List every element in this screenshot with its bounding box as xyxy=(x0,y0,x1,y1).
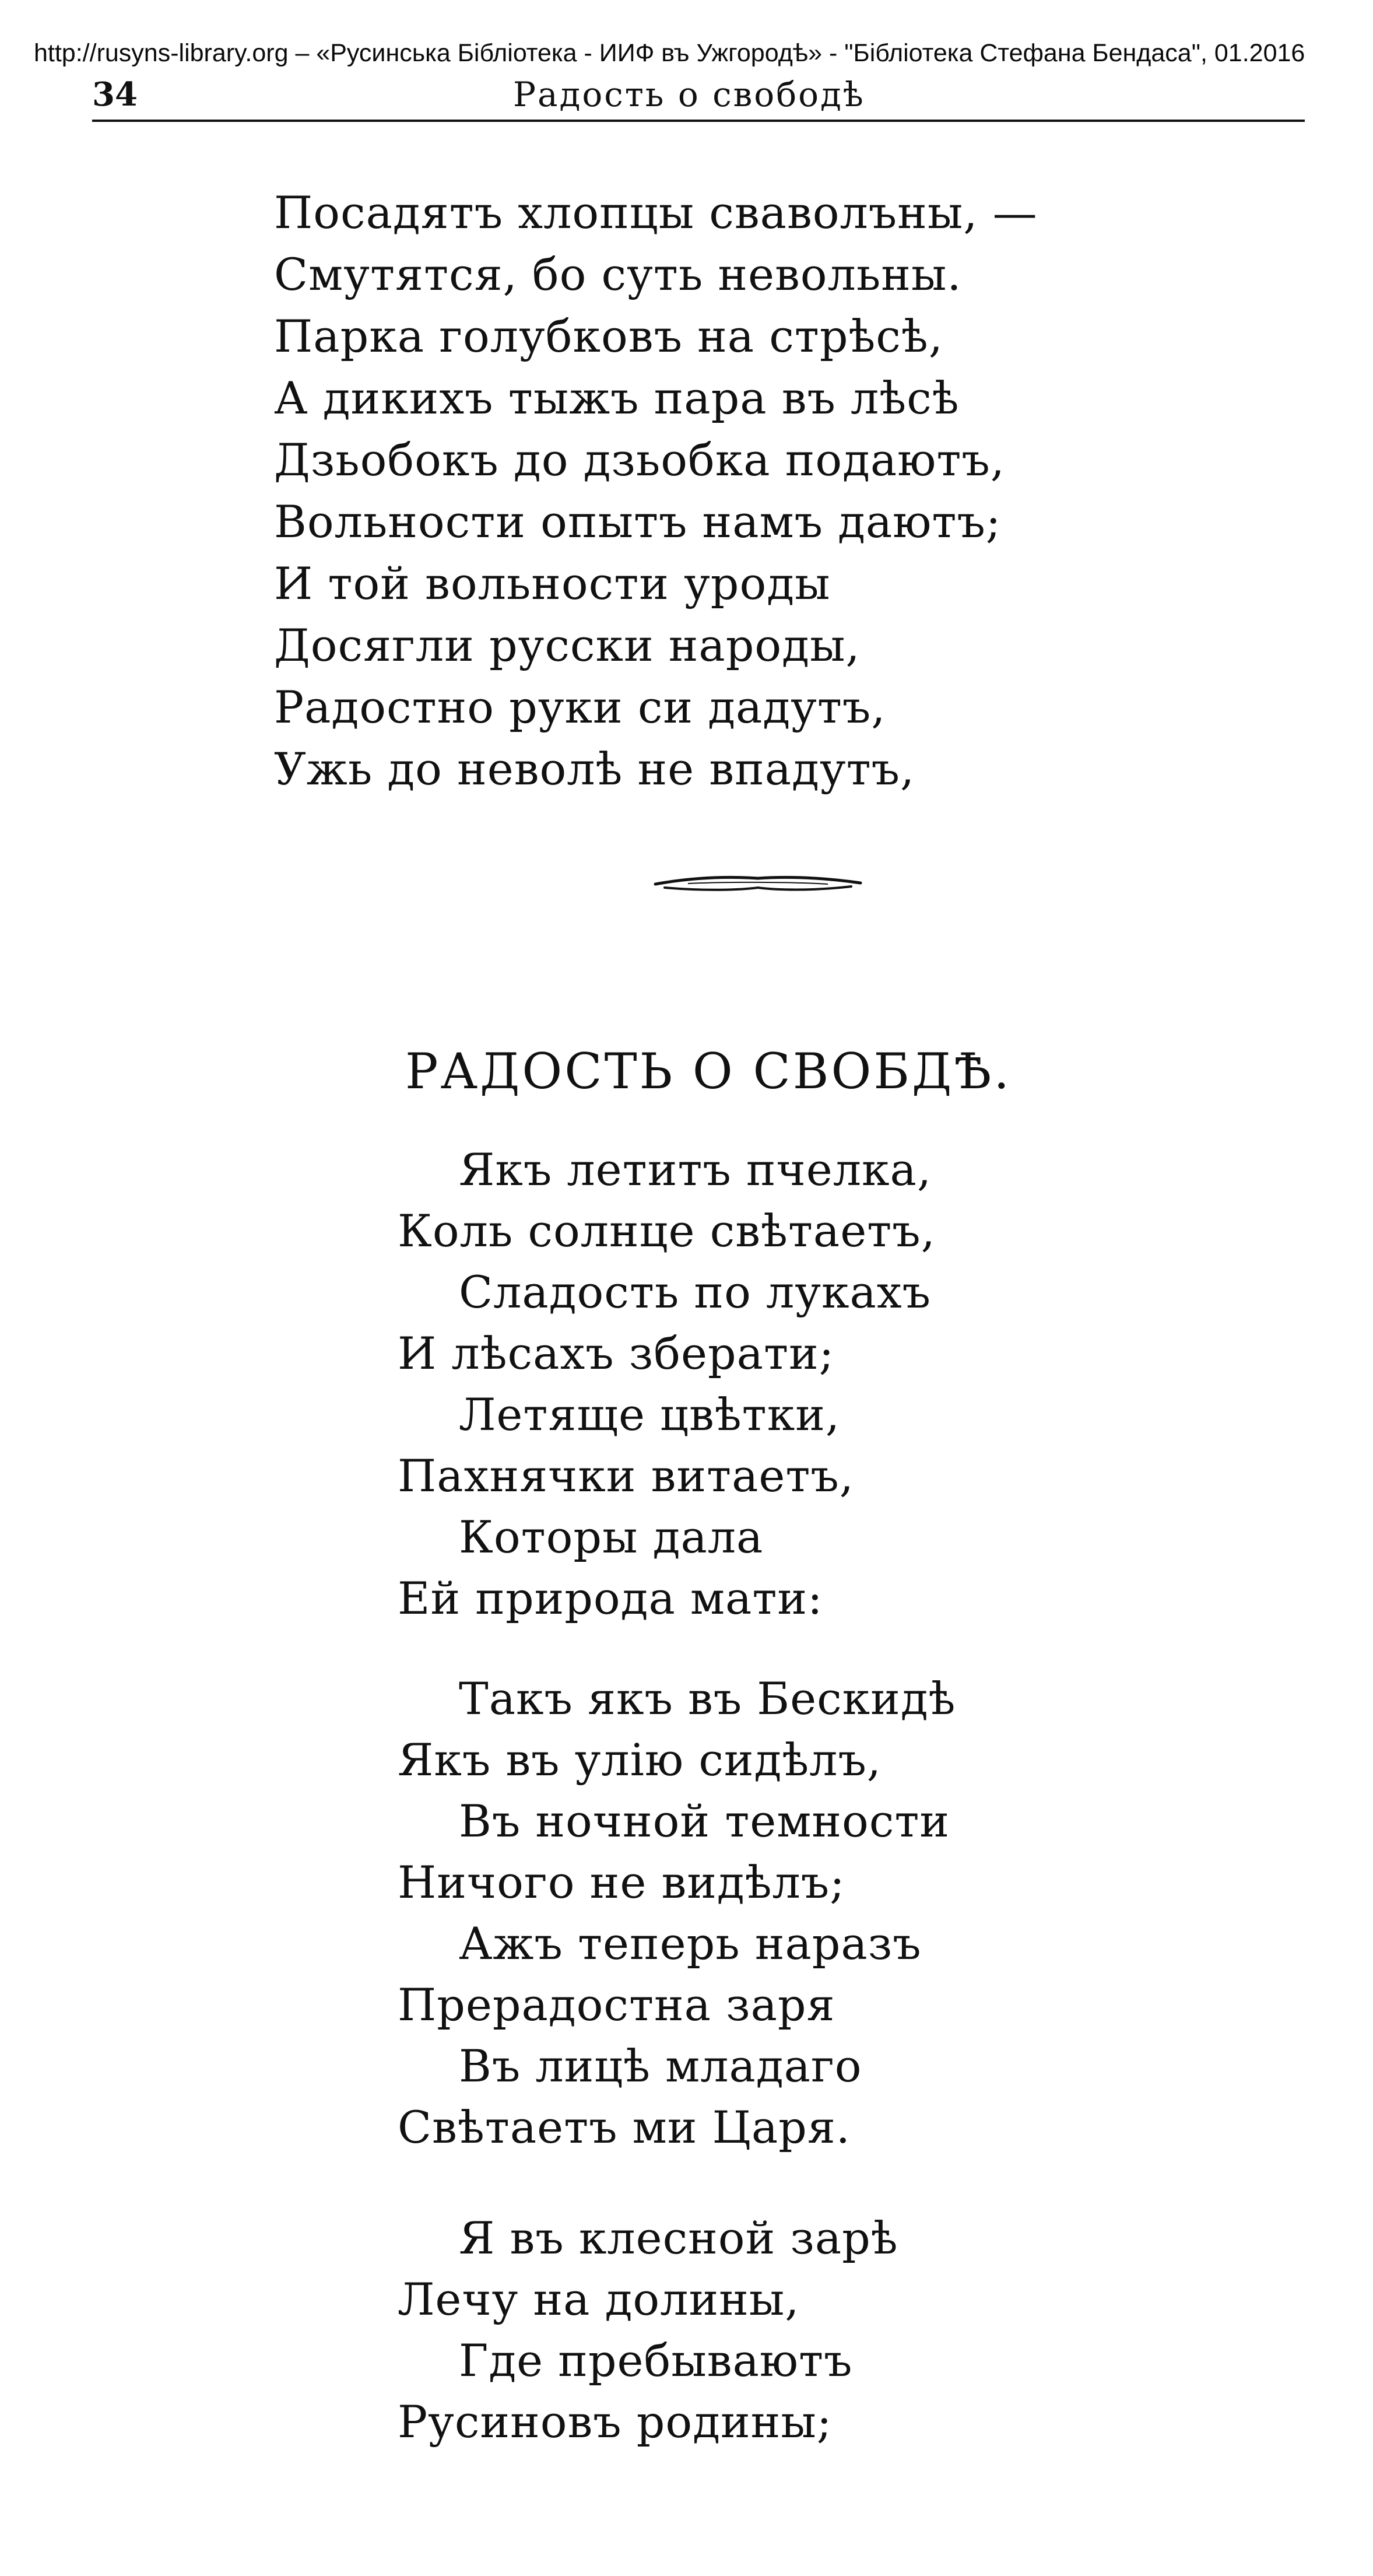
stanza-1 xyxy=(398,1139,936,1629)
verse-line: Которы дала xyxy=(459,1511,764,1563)
page-number: 34 xyxy=(92,75,138,114)
verse-line: Сладость по лукахъ xyxy=(459,1266,932,1318)
header-rule xyxy=(92,120,1305,122)
verse-line: Ничого не видѣлъ; xyxy=(398,1856,845,1908)
verse-line: Лечу на долины, xyxy=(398,2273,800,2325)
verse-line: Пахнячки витаетъ, xyxy=(398,1450,854,1502)
verse-line: А дикихъ тыжъ пара въ лѣсѣ xyxy=(274,372,960,424)
verse-line: Ей природа мати: xyxy=(398,1572,823,1624)
verse-line: Досягли русски народы, xyxy=(274,619,861,671)
verse-line: Ужь до неволѣ не впадутъ, xyxy=(274,743,915,795)
verse-line: И лѣсахъ зберати; xyxy=(398,1327,835,1379)
previous-poem-ending xyxy=(274,182,1038,800)
verse-line: Якъ летитъ пчелка, xyxy=(459,1144,932,1196)
poem-title: РАДОСТЬ О СВОБДѢ. xyxy=(405,1043,1012,1100)
ornamental-divider xyxy=(653,868,863,898)
verse-line: Русиновъ родины; xyxy=(398,2396,833,2448)
verse-line: И той вольности уроды xyxy=(274,558,831,609)
verse-line: Ажъ теперь наразъ xyxy=(459,1918,922,1969)
verse-line: Въ лицѣ младаго xyxy=(459,2040,862,2092)
running-head: Радость о свободѣ xyxy=(513,75,865,114)
verse-line: Якъ въ улію сидѣлъ, xyxy=(398,1734,882,1786)
verse-line: Где пребываютъ xyxy=(459,2335,853,2386)
verse-line: Такъ якъ въ Бескидѣ xyxy=(459,1673,956,1725)
stanza-3 xyxy=(398,2207,898,2452)
verse-line: Дзьобокъ до дзьобка подаютъ, xyxy=(274,434,1005,486)
verse-line: Прерадостна заря xyxy=(398,1979,835,2031)
verse-line: Парка голубковъ на стрѣсѣ, xyxy=(274,310,943,362)
verse-line: Радостно руки си дадутъ, xyxy=(274,681,886,733)
verse-line: Смутятся, бо суть невольны. xyxy=(274,248,962,300)
verse-line: Летяще цвѣтки, xyxy=(459,1389,841,1441)
verse-line: Я въ клесной зарѣ xyxy=(459,2212,898,2264)
verse-line: Коль солнце свѣтаетъ, xyxy=(398,1205,936,1257)
verse-line: Свѣтаетъ ми Царя. xyxy=(398,2101,851,2153)
stanza-2 xyxy=(398,1668,956,2158)
verse-line: Вольности опытъ намъ даютъ; xyxy=(274,496,1002,548)
source-line: http://rusyns-library.org – «Русинська Бібліотека - ИИФ въ Ужгородѣ» - "Бібліотека Стефана Бендаса", 01.2016 xyxy=(34,39,1305,67)
verse-line: Въ ночной темности xyxy=(459,1795,950,1847)
verse-line: Посадятъ хлопцы сваволъны, — xyxy=(274,187,1038,239)
